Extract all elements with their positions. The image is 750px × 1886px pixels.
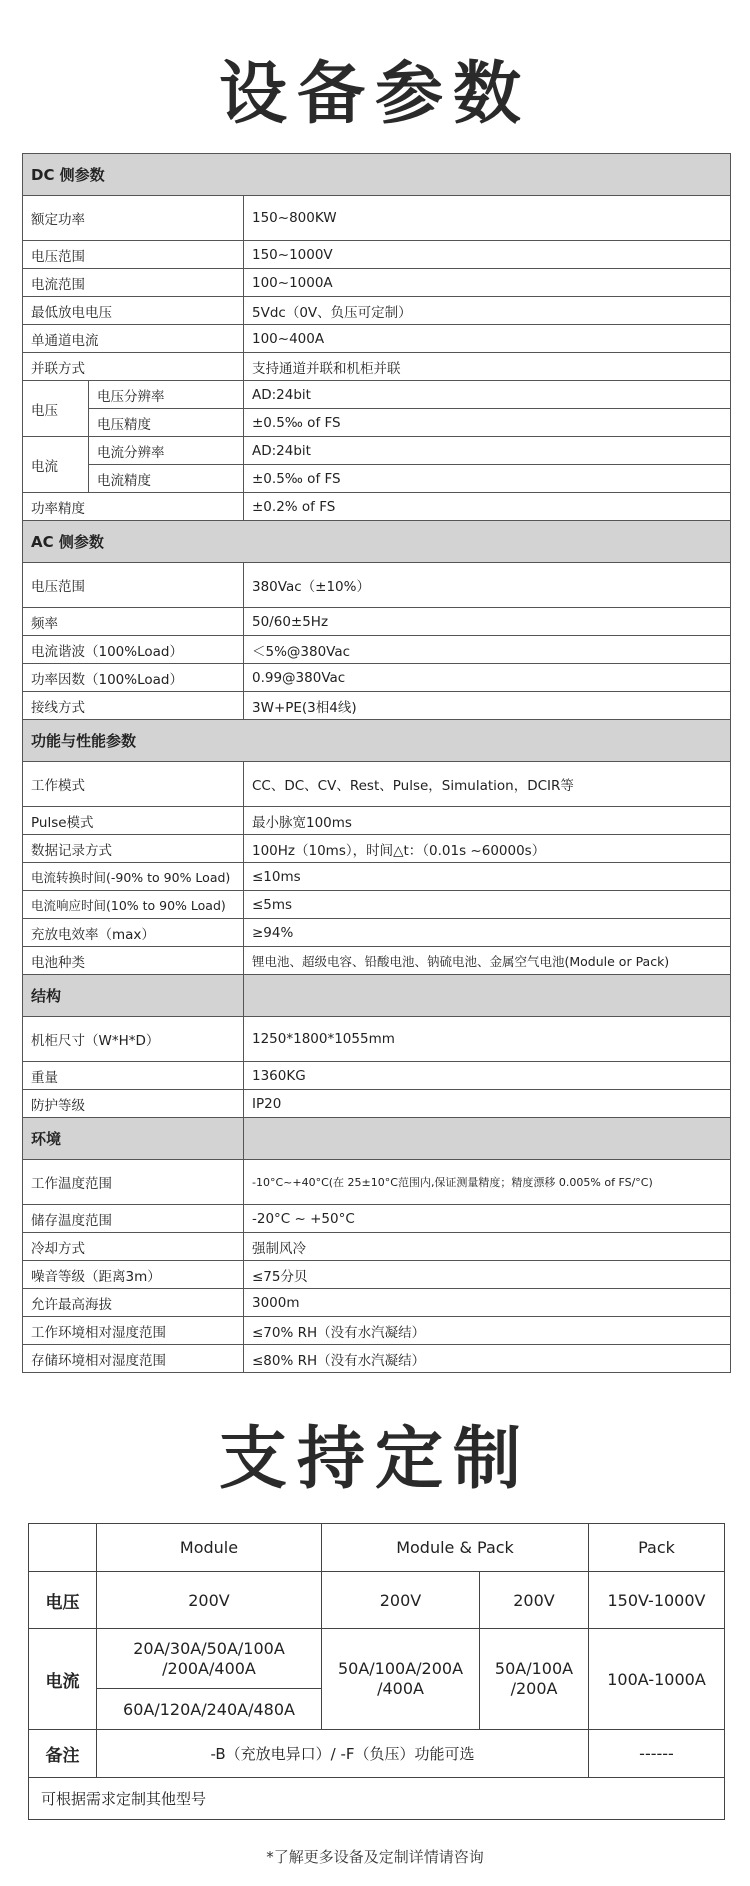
spec-label: 功率因数（100%Load） bbox=[23, 664, 244, 692]
spec-value: -10°C~+40°C(在 25±10°C范围内,保证测量精度；精度漂移 0.005% of FS/°C) bbox=[244, 1160, 731, 1205]
row-note: 备注 bbox=[29, 1730, 97, 1778]
spec-label: 额定功率 bbox=[23, 196, 244, 241]
spec-group-label: 电流 bbox=[23, 437, 89, 493]
spec-label: 并联方式 bbox=[23, 353, 244, 381]
spec-value: 150~800KW bbox=[244, 196, 731, 241]
cell-value: 100A-1000A bbox=[589, 1629, 725, 1730]
spec-label: 防护等级 bbox=[23, 1090, 244, 1118]
col-module: Module bbox=[97, 1524, 322, 1572]
spec-value: 100Hz（10ms），时间△t：（0.01s ~60000s） bbox=[244, 835, 731, 863]
spec-value: AD:24bit bbox=[244, 381, 731, 409]
section-ac: AC 侧参数 bbox=[23, 521, 731, 563]
spec-label: 电压范围 bbox=[23, 241, 244, 269]
spec-value: -20°C ~ +50°C bbox=[244, 1205, 731, 1233]
spec-value: AD:24bit bbox=[244, 437, 731, 465]
spec-label: 电流精度 bbox=[89, 465, 244, 493]
spec-value: ≤70% RH（没有水汽凝结） bbox=[244, 1317, 731, 1345]
spec-value: 0.99@380Vac bbox=[244, 664, 731, 692]
section-dc: DC 侧参数 bbox=[23, 154, 731, 196]
cell-value: 200V bbox=[97, 1572, 322, 1629]
page-title-custom: 支持定制 bbox=[218, 1420, 531, 1499]
spec-value: CC、DC、CV、Rest、Pulse，Simulation，DCIR等 bbox=[244, 762, 731, 807]
row-voltage: 电压 bbox=[29, 1572, 97, 1629]
spec-value: 3000m bbox=[244, 1289, 731, 1317]
spec-label: 电压范围 bbox=[23, 563, 244, 608]
spec-label: 重量 bbox=[23, 1062, 244, 1090]
cell-value: 150V-1000V bbox=[589, 1572, 725, 1629]
spec-label: 工作环境相对湿度范围 bbox=[23, 1317, 244, 1345]
spec-label: 电压精度 bbox=[89, 409, 244, 437]
spec-value: ±0.2% of FS bbox=[244, 493, 731, 521]
cell-value: 60A/120A/240A/480A bbox=[97, 1689, 322, 1730]
spec-value: 锂电池、超级电容、铅酸电池、钠硫电池、金属空气电池(Module or Pack) bbox=[244, 947, 731, 975]
spec-label: 电流谐波（100%Load） bbox=[23, 636, 244, 664]
spec-value: ＜5%@380Vac bbox=[244, 636, 731, 664]
footer-note: *了解更多设备及定制详情请咨询 bbox=[266, 1848, 484, 1866]
note-value: -B（充放电异口）/ -F（负压）功能可选 bbox=[97, 1730, 589, 1778]
spec-label: 机柜尺寸（W*H*D） bbox=[23, 1017, 244, 1062]
row-current: 电流 bbox=[29, 1629, 97, 1730]
spec-label: 电流分辨率 bbox=[89, 437, 244, 465]
spec-label: 电流响应时间(10% to 90% Load) bbox=[23, 891, 244, 919]
spec-label: Pulse模式 bbox=[23, 807, 244, 835]
col-module-pack: Module & Pack bbox=[322, 1524, 589, 1572]
spec-label: 工作温度范围 bbox=[23, 1160, 244, 1205]
spec-label: 电压分辨率 bbox=[89, 381, 244, 409]
custom-table bbox=[28, 1523, 725, 1820]
spec-value: 3W+PE(3相4线) bbox=[244, 692, 731, 720]
note-pack: ------ bbox=[589, 1730, 725, 1778]
spec-label: 电流范围 bbox=[23, 269, 244, 297]
col-pack: Pack bbox=[589, 1524, 725, 1572]
spec-value: 380Vac（±10%） bbox=[244, 563, 731, 608]
spec-label: 最低放电电压 bbox=[23, 297, 244, 325]
spec-value: 5Vdc（0V、负压可定制） bbox=[244, 297, 731, 325]
spec-label: 单通道电流 bbox=[23, 325, 244, 353]
section-structure: 结构 bbox=[23, 975, 244, 1017]
spec-group-label: 电压 bbox=[23, 381, 89, 437]
other-models-note: 可根据需求定制其他型号 bbox=[29, 1778, 725, 1820]
spec-value: 1250*1800*1055mm bbox=[244, 1017, 731, 1062]
spec-label: 冷却方式 bbox=[23, 1233, 244, 1261]
spec-value: ≤10ms bbox=[244, 863, 731, 891]
cell-value: 20A/30A/50A/100A /200A/400A bbox=[97, 1629, 322, 1689]
page-title-params: 设备参数 bbox=[218, 55, 531, 134]
spec-label: 充放电效率（max） bbox=[23, 919, 244, 947]
spec-value: ≤75分贝 bbox=[244, 1261, 731, 1289]
spec-value: 100~400A bbox=[244, 325, 731, 353]
spec-value: ≤80% RH（没有水汽凝结） bbox=[244, 1345, 731, 1373]
section-environment: 环境 bbox=[23, 1118, 244, 1160]
section-performance: 功能与性能参数 bbox=[23, 720, 731, 762]
spec-value: ≥94% bbox=[244, 919, 731, 947]
spec-label: 电池种类 bbox=[23, 947, 244, 975]
spec-label: 储存温度范围 bbox=[23, 1205, 244, 1233]
spec-label: 频率 bbox=[23, 608, 244, 636]
spec-label: 工作模式 bbox=[23, 762, 244, 807]
spec-value: 50/60±5Hz bbox=[244, 608, 731, 636]
spec-value: ±0.5‰ of FS bbox=[244, 465, 731, 493]
spec-value: ≤5ms bbox=[244, 891, 731, 919]
spec-value: 支持通道并联和机柜并联 bbox=[244, 353, 731, 381]
cell-value: 50A/100A/200A /400A bbox=[322, 1629, 480, 1730]
spec-value: 150~1000V bbox=[244, 241, 731, 269]
spec-value: 100~1000A bbox=[244, 269, 731, 297]
spec-label: 存储环境相对湿度范围 bbox=[23, 1345, 244, 1373]
cell-value: 50A/100A /200A bbox=[480, 1629, 589, 1730]
spec-label: 噪音等级（距离3m） bbox=[23, 1261, 244, 1289]
spec-label: 数据记录方式 bbox=[23, 835, 244, 863]
spec-label: 功率精度 bbox=[23, 493, 244, 521]
spec-value: 最小脉宽100ms bbox=[244, 807, 731, 835]
spec-value: IP20 bbox=[244, 1090, 731, 1118]
spec-value: 强制风冷 bbox=[244, 1233, 731, 1261]
spec-label: 允许最高海拔 bbox=[23, 1289, 244, 1317]
spec-value: 1360KG bbox=[244, 1062, 731, 1090]
spec-label: 电流转换时间(-90% to 90% Load) bbox=[23, 863, 244, 891]
spec-label: 接线方式 bbox=[23, 692, 244, 720]
cell-value: 200V bbox=[322, 1572, 480, 1629]
cell-value: 200V bbox=[480, 1572, 589, 1629]
spec-table bbox=[22, 153, 731, 1373]
spec-value: ±0.5‰ of FS bbox=[244, 409, 731, 437]
